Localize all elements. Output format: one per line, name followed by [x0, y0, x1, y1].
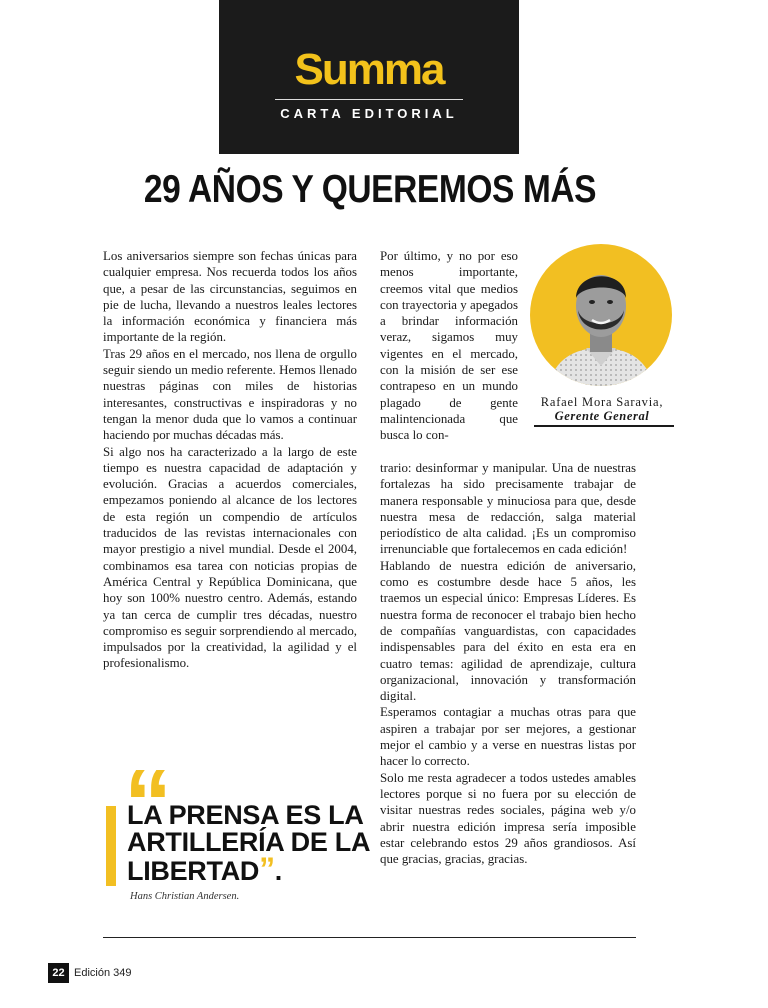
- pull-quote: [127, 802, 370, 885]
- close-quote-icon: ”: [259, 851, 275, 887]
- page-number: 22: [48, 963, 69, 983]
- article-column-left: [103, 248, 357, 672]
- author-name: Rafael Mora Saravia,: [540, 395, 664, 409]
- quote-line: ARTILLERÍA DE LA: [127, 827, 371, 857]
- author-photo: [530, 244, 672, 386]
- paragraph: Los aniversarios siempre son fechas únicas para cualquier empresa. Nos recuerda todos los años que, a pesar de las circunstancias, seguimos en pie de lucha, llevando a nuestros leales lectores la información económica y financiera más importante de la región.: [103, 249, 357, 345]
- quote-attribution: Hans Christian Andersen.: [130, 891, 240, 902]
- paragraph: Por último, y no por eso menos importante, creemos vital que medios con trayectoria y apegados a brindar información veraz, sigamos muy vigentes en el mercado, con la misión de ser ese contrapeso en un mundo plagado de gente malintencionada que busca lo con-: [380, 249, 518, 443]
- paragraph: trario: desinformar y manipular. Una de nuestras fortalezas ha sido precisamente trabajar de manera responsable y minuciosa para que, desde nuestra mesa de redacción, salga material periodístico de alta calidad. ¡Es un compromiso irrenunciable que fortalecemos en cada edición!: [380, 461, 636, 557]
- masthead: [219, 0, 519, 154]
- quote-end: .: [274, 856, 282, 886]
- article-column-right-top: [380, 248, 518, 444]
- paragraph: Solo me resta agradecer a todos ustedes amables lectores porque si no fuera por su elección de visitar nuestras redes sociales, página web y/o abrir nuestra edición impresa sería imposible estar celebrando estos 29 años grandiosos. Así que gracias, gracias, gracias.: [380, 770, 636, 867]
- open-quote-icon: “: [124, 750, 172, 857]
- footer-divider: [103, 937, 636, 938]
- caption-divider: [534, 425, 674, 427]
- paragraph: Esperamos contagiar a muchas otras para que aspiren a trabajar por ser mejores, a gestionar mejor el cambio y a verse en nuestras listas por hacer lo correcto.: [380, 705, 636, 769]
- edition-label: Edición 349: [74, 967, 132, 979]
- page-title: 29 AÑOS Y QUEREMOS MÁS: [143, 168, 597, 211]
- paragraph: Tras 29 años en el mercado, nos llena de orgullo seguir siendo un medio referente. Hemos llenado nuestras páginas con miles de historias interesantes, constructivas e inspiradoras y no tengan la menor duda que lo vamos a continuar haciendo por muchas décadas más.: [103, 346, 357, 443]
- portrait-image: [530, 244, 672, 386]
- quote-line-last: [127, 851, 370, 887]
- section-label: CARTA EDITORIAL: [280, 106, 458, 121]
- author-role: Gerente General: [554, 409, 650, 423]
- logo-divider: [275, 99, 463, 100]
- summa-logo: Summa: [294, 45, 444, 94]
- quote-accent-bar: [106, 806, 116, 886]
- paragraph: Hablando de nuestra edición de aniversario, como es costumbre desde hace 5 años, les traemos un especial único: Empresas Líderes. Es nuestra forma de reconocer el trabajo bien hecho de compañías vanguardistas, con capacidades indispensables para del éxito en esta era en cuatro temas: agilidad de aprendizaje, cultura organizacional, innovación y transformación digital.: [380, 558, 636, 704]
- quote-line: LIBERTAD: [127, 856, 260, 886]
- paragraph: Si algo nos ha caracterizado a la largo de este tiempo es nuestra capacidad de adaptación y evolución. Gracias a acuerdos comerciales, empezamos poniendo al alcance de los lectores de esta región un compendio de artículos traducidos de las revistas internacionales con mayor prestigio a nivel mundial. Desde el 2004, combinamos esa tarea con noticias propias de América Central y República Dominicana, que hoy son 100% nuestro centro. Además, estando ya tan cerca de cumplir tres décadas, nuestro compromiso es seguir sorprendiendo al mercado, impulsados por la creatividad, la agilidad y el profesionalismo.: [103, 444, 357, 671]
- quote-line: LA PRENSA ES LA: [127, 800, 364, 830]
- article-column-right: [380, 460, 636, 867]
